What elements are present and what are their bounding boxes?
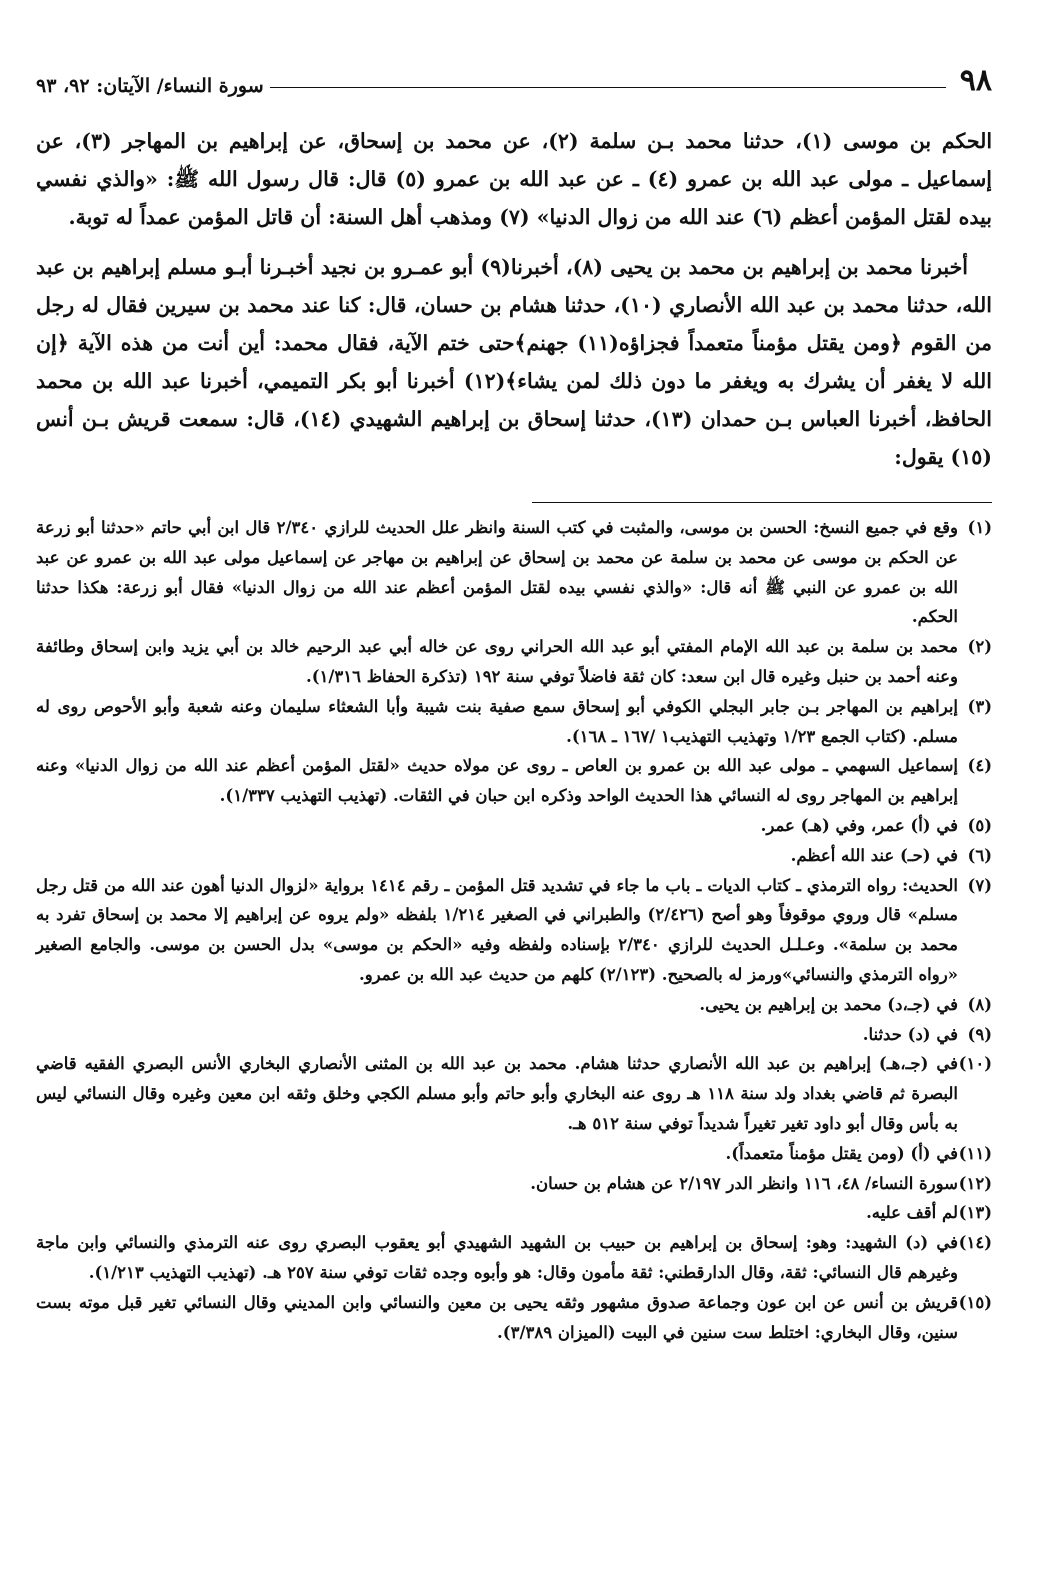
footnote-number: (١) (967, 518, 992, 537)
footnote (36, 1139, 992, 1169)
running-header (36, 58, 992, 96)
footnote (36, 990, 992, 1020)
footnote-number: (٦) (967, 845, 992, 865)
page-number: ٩٨ (959, 63, 992, 98)
footnote-text: في (حـ) عند الله أعظم. (790, 845, 958, 865)
footnote-text: في (جـ،د) محمد بن إبراهيم بن يحيى. (699, 994, 958, 1014)
footnote (36, 1228, 992, 1288)
footnote (36, 871, 992, 990)
footnote-number: (١٤) (958, 1233, 992, 1253)
footnote (36, 632, 992, 692)
main-paragraph: الحكم بن موسى (١)، حدثنا محمد بـن سلمة (٢)، عن محمد بن إسحاق، عن إبراهيم بن المهاجر (٣)، عن إسماعيل ـ مولى عبد الله بن عمرو (٤) ـ عن عبد الله بن عمرو (٥) قال: قال رسول الله ﷺ: «والذي نفسي بيده لقتل المؤمن أعظم (٦) عند الله من زوال الدنيا» (٧) ومذهب أهل السنة: أن قاتل المؤمن عمداً له توبة. (36, 129, 993, 229)
footnote-text: سورة النساء/ ٤٨، ١١٦ وانظر الدر ٢/١٩٧ عن هشام بن حسان. (530, 1173, 958, 1193)
footnote (36, 513, 992, 632)
footnote (36, 1020, 992, 1050)
footnote-number: (٤) (967, 756, 992, 776)
footnote-text: قريش بن أنس عن ابن عون وجماعة صدوق مشهور وثقه يحيى بن معين والنسائي وابن المديني وقال النسائي تغير قبل موته بست سنين، وقال البخاري: اختلط ست سنين في البيت (الميزان ٣/٣٨٩). (36, 1292, 958, 1342)
main-paragraph: أخبرنا محمد بن إبراهيم بن محمد بن يحيى (٨)، أخبرنا(٩) أبو عمـرو بن نجيد أخبـرنا أبـو مسلم إبراهيم بن عبد الله، حدثنا محمد بن عبد الله الأنصاري (١٠)، حدثنا هشام بن حسان، قال: كنا عند محمد بن سيرين فقال له رجل من القوم ﴿ومن يقتل مؤمناً متعمداً فجزاؤه(١١) جهنم﴾حتى ختم الآية، فقال محمد: أين أنت من هذه الآية ﴿إن الله لا يغفر أن يشرك به ويغفر ما دون ذلك لمن يشاء﴾(١٢) أخبرنا أبو بكر التميمي، أخبرنا عبد الله بن محمد الحافظ، أخبرنا العباس بـن حمدان (١٣)، حدثنا إسحاق بن إبراهيم الشهيدي (١٤)، قال: سمعت قريش بـن أنس (١٥) يقول: (36, 255, 992, 469)
footnote-number: (٧) (967, 875, 992, 895)
footnote (36, 1169, 992, 1199)
footnote-text: في (د) حدثنا. (862, 1024, 958, 1044)
footnote (36, 1049, 992, 1138)
footnote-number: (٣) (967, 696, 992, 716)
footnote-number: (٥) (967, 815, 992, 835)
footnote-number: (١١) (958, 1143, 992, 1163)
footnote-text: في (أ) (ومن يقتل مؤمناً متعمداً). (725, 1143, 958, 1163)
footnote-text: إبراهيم بن المهاجر بـن جابر البجلي الكوفي أبو إسحاق سمع صفية بنت شيبة وأبا الشعثاء سليمان وعنه شعبة وأبو الأحوص روى له مسلم. (كتاب الجمع ١/٢٣ وتهذيب التهذيب١ /١٦٧ ـ ١٦٨). (36, 696, 958, 746)
footnote (36, 692, 992, 752)
footnote (36, 841, 992, 871)
footnote-text: إسماعيل السهمي ـ مولى عبد الله بن عمرو بن العاص ـ روى عن مولاه حديث «لقتل المؤمن أعظم عند الله من زوال الدنيا» وعنه إبراهيم بن المهاجر روى له النسائي هذا الحديث الواحد وذكره ابن حبان في الثقات. (تهذيب التهذيب ١/٣٣٧). (36, 756, 958, 806)
footnote-text: لم أقف عليه. (866, 1203, 958, 1223)
footnote (36, 1288, 992, 1348)
footnote-number: (١٣) (958, 1203, 992, 1223)
footnote-number: (٢) (967, 637, 992, 657)
main-text (36, 122, 992, 476)
footnote-number: (١٢) (958, 1173, 992, 1193)
footnote-text: في (أ) عمر، وفي (هـ) عمر. (760, 815, 958, 835)
footnote-number: (١٥) (958, 1292, 992, 1312)
footnote-separator (532, 502, 992, 503)
footnote-number: (٩) (967, 1024, 992, 1044)
header-rule (270, 87, 946, 88)
footnotes (36, 513, 992, 1347)
footnote (36, 1198, 992, 1228)
footnote-text: الحديث: رواه الترمذي ـ كتاب الديات ـ باب ما جاء في تشديد قتل المؤمن ـ رقم ١٤١٤ برواية «لزوال الدنيا أهون عند الله من قتل رجل مسلم» قال وروي موقوفاً وهو أصح (٢/٤٢٦) والطبراني في الصغير ١/٢١٤ بلفظه «ولم يروه عن إبراهيم إلا محمد بن إسحاق تفرد به محمد بن سلمة». وعـلـل الحديث للرازي ٢/٣٤٠ بإسناده ولفظه وفيه «الحكم بن موسى» بدل الحسن بن موسى. والجامع الصغير «رواه الترمذي والنسائي»ورمز له بالصحيح. (٢/١٢٣) كلهم من حديث عبد الله بن عمرو. (36, 875, 958, 984)
footnote-number: (١٠) (958, 1054, 992, 1074)
footnote-text: وقع في جميع النسخ: الحسن بن موسى، والمثبت في كتب السنة وانظر علل الحديث للرازي ٢/٣٤٠ قال ابن أبي حاتم «حدثنا أبو زرعة عن الحكم بن موسى عن محمد بن سلمة عن محمد بن إسحاق عن إبراهيم بن مهاجر عن إسماعيل مولى عبد الله بن عمرو عن عبد الله بن عمرو عن النبي ﷺ أنه قال: «والذي نفسي بيده لقتل المؤمن أعظم عند الله من زوال الدنيا» فقال أبو زرعة: هكذا حدثنا الحكم. (36, 518, 958, 627)
footnote-text: في (جـ،هـ) إبراهيم بن عبد الله الأنصاري حدثنا هشام. محمد بن عبد الله بن المثنى الأنصاري البخاري الأنس البصري الفقيه قاضي البصرة ثم قاضي بغداد ولد سنة ١١٨ هـ روى عنه البخاري وأبو حاتم وأبو مسلم الكجي وخلق وثقه ابن معين وغيره وقال النسائي ليس به بأس وقال أبو داود تغير تغيراً شديداً توفي سنة ٥١٢ هـ. (36, 1054, 958, 1133)
footnote-text: في (د) الشهيد: وهو: إسحاق بن إبراهيم بن حبيب بن الشهيد الشهيدي أبو يعقوب البصري روى عنه الترمذي والنسائي وابن ماجة وغيرهم قال النسائي: ثقة، وقال الدارقطني: ثقة مأمون وقال: هو وأبوه وجده ثقات توفي سنة ٢٥٧ هـ. (تهذيب التهذيب ١/٢١٣). (36, 1233, 958, 1282)
book-page (36, 58, 992, 1347)
footnote-text: محمد بن سلمة بن عبد الله الإمام المفتي أبو عبد الله الحراني روى عن خاله أبي عبد الرحيم خالد بن أبي يزيد وابن إسحاق وطائفة وعنه أحمد بن حنبل وغيره قال ابن سعد: كان ثقة فاضلاً توفي سنة ١٩٢ (تذكرة الحفاظ ١/٣١٦). (36, 637, 958, 686)
footnote (36, 751, 992, 811)
footnote-number: (٨) (967, 994, 992, 1014)
header-title: سورة النساء/ الآيتان: ٩٢، ٩٣ (36, 75, 264, 97)
footnote (36, 811, 992, 841)
